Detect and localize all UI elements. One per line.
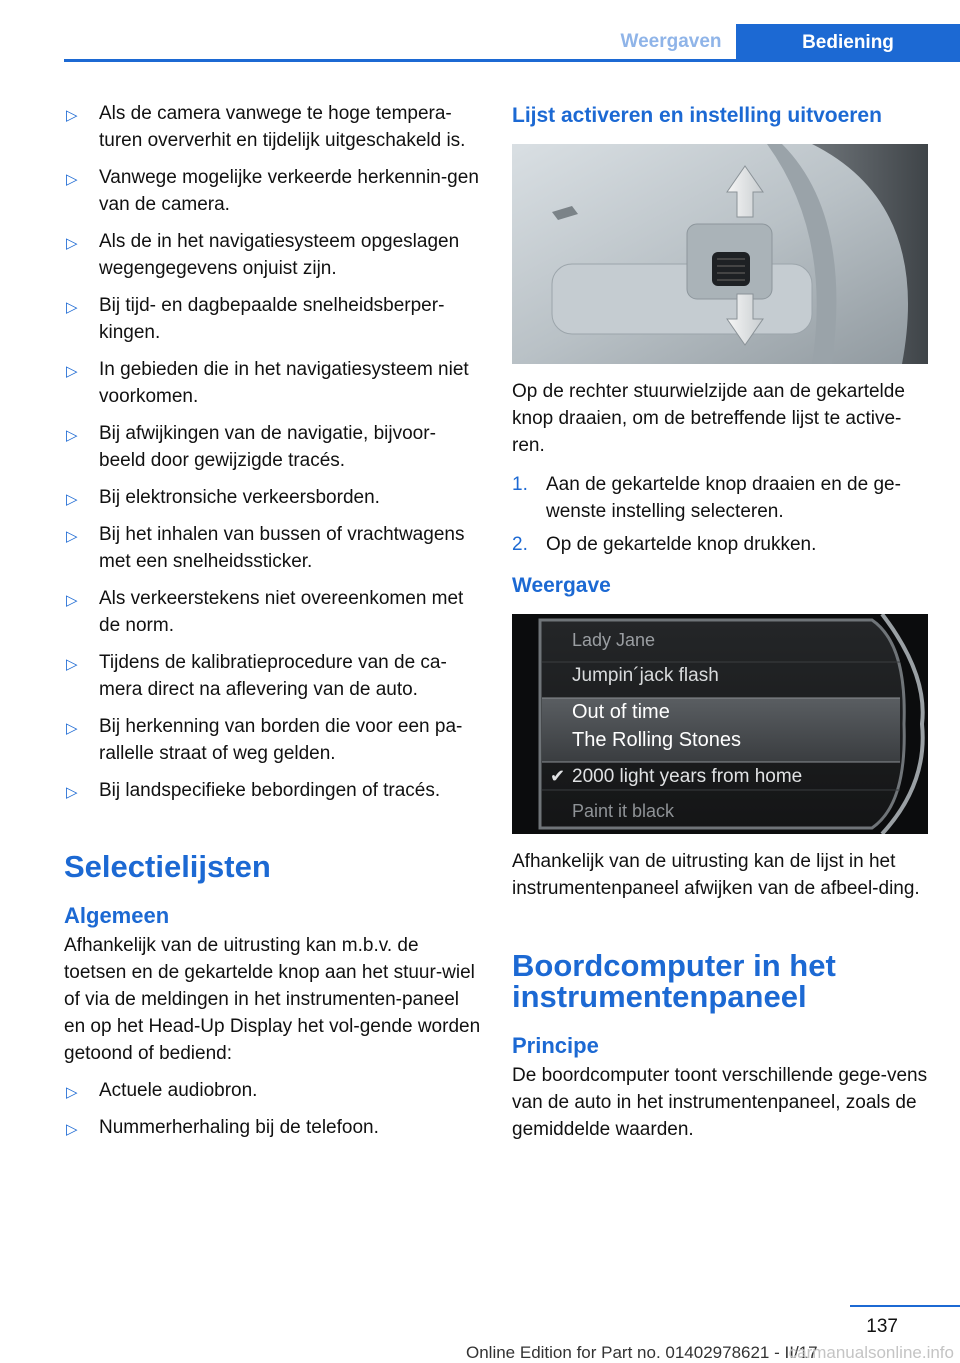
heading-weergave: Weergave [512, 574, 611, 597]
algemeen-intro: Afhankelijk van de uitrusting kan m.b.v. de toetsen en de gekartelde knop aan het stuur-wiel of via de meldingen in het instrumenten-paneel en op het Head-Up Display het vol-gende worden getoond of bediend: [64, 935, 481, 1064]
list-item: 2. Op de gekartelde knop drukken. [512, 534, 817, 555]
bullet-triangle-icon: ▷ [66, 784, 78, 801]
bullet-triangle-icon: ▷ [66, 1084, 78, 1101]
footer-edition: Online Edition for Part no. 01402978621 - II/17 [466, 1343, 818, 1362]
principe-text: De boordcomputer toont verschillende gege-vens van de auto in het instrumentenpaneel, zoals de gemiddelde waarden. [512, 1065, 928, 1140]
page-number: 137 [866, 1316, 898, 1337]
chapter-tab-bediening: Bediening [736, 24, 960, 62]
menu-item-lady-jane: Lady Jane [572, 630, 656, 650]
list-item: ▷ Bij tijd- en dagbepaalde snelheidsberper-kingen. [66, 295, 445, 343]
instrument-cluster-display [512, 614, 928, 834]
subsection-title-principe: Principe [512, 1033, 599, 1058]
display-variation-text: Afhankelijk van de uitrusting kan de lijst in het instrumentenpaneel afwijken van de afbeel-ding. [512, 851, 920, 899]
bullet-triangle-icon: ▷ [66, 528, 78, 545]
list-item: ▷ In gebieden die in het navigatiesysteem niet voorkomen. [66, 359, 469, 407]
list-item: ▷ Bij afwijkingen van de navigatie, bijvoor-beeld door gewijzigde tracés. [66, 423, 436, 471]
bullet-triangle-icon: ▷ [66, 171, 78, 188]
watermark: carmanualsonline.info [788, 1343, 954, 1362]
list-item: ▷ Als de camera vanwege te hoge tempera-turen oververhit en tijdelijk uitgeschakeld is. [66, 103, 466, 151]
right-column [512, 100, 928, 1143]
bullet-triangle-icon: ▷ [66, 107, 78, 124]
camera-limitations-list [64, 100, 482, 804]
header-rule [64, 59, 960, 62]
bullet-triangle-icon: ▷ [66, 299, 78, 316]
menu-item-the-rolling-stones: The Rolling Stones [572, 729, 741, 751]
bullet-triangle-icon: ▷ [66, 235, 78, 252]
menu-item-paint-it-black: Paint it black [572, 801, 675, 821]
list-item: ▷ Als verkeerstekens niet overeenkomen met de norm. [66, 588, 464, 636]
list-item: ▷ Als de in het navigatiesysteem opgeslagen wegengegevens onjuist zijn. [66, 231, 460, 279]
subsection-title-algemeen: Algemeen [64, 903, 170, 928]
steering-wheel-image [512, 144, 928, 364]
list-item: ▷ Bij elektronsiche verkeersborden. [64, 484, 482, 511]
list-item: 1. Aan de gekartelde knop draaien en de ge-wenste instelling selecteren. [512, 474, 901, 522]
bullet-triangle-icon: ▷ [66, 656, 78, 673]
selection-list-items [64, 1077, 482, 1141]
left-column [64, 100, 482, 1151]
menu-item-2000-light-years: 2000 light years from home [572, 766, 803, 787]
bullet-triangle-icon: ▷ [66, 592, 78, 609]
list-item: ▷ Vanwege mogelijke verkeerde herkennin-gen van de camera. [66, 167, 479, 215]
bullet-triangle-icon: ▷ [66, 491, 78, 508]
list-activation-text: Op de rechter stuurwielzijde aan de gekartelde knop draaien, om de betreffende lijst te active-ren. [512, 381, 905, 456]
list-item: ▷ Nummerherhaling bij de telefoon. [64, 1114, 482, 1141]
steering-wheel-scroll-icon [512, 144, 928, 364]
list-item: ▷ Bij herkenning van borden die voor een pa-rallelle straat of weg gelden. [66, 716, 463, 764]
section-title-boordcomputer: Boordcomputer in het instrumentenpaneel [512, 948, 836, 1014]
list-item: ▷ Bij het inhalen van bussen of vrachtwagens met een snelheidssticker. [66, 524, 465, 572]
footer-rule [850, 1305, 960, 1307]
section-title-selectielijsten: Selectielijsten [64, 849, 271, 884]
bullet-triangle-icon: ▷ [66, 1121, 78, 1138]
bullet-triangle-icon: ▷ [66, 427, 78, 444]
heading-lijst-activeren: Lijst activeren en instelling uitvoeren [512, 104, 882, 127]
checkmark-icon: ✔ [550, 766, 566, 786]
bullet-triangle-icon: ▷ [66, 720, 78, 737]
bullet-triangle-icon: ▷ [66, 363, 78, 380]
page-header [64, 24, 960, 62]
list-item: ▷ Actuele audiobron. [64, 1077, 482, 1104]
section-tab-weergaven: Weergaven [620, 30, 722, 52]
list-item: ▷ Bij landspecifieke bebordingen of tracés. [64, 777, 482, 804]
menu-item-out-of-time: Out of time [572, 701, 670, 723]
activation-steps [512, 471, 928, 558]
menu-item-jumpin-jack-flash: Jumpin´jack flash [572, 665, 719, 686]
list-item: ▷ Tijdens de kalibratieprocedure van de ca-mera direct na aflevering van de auto. [66, 652, 447, 700]
